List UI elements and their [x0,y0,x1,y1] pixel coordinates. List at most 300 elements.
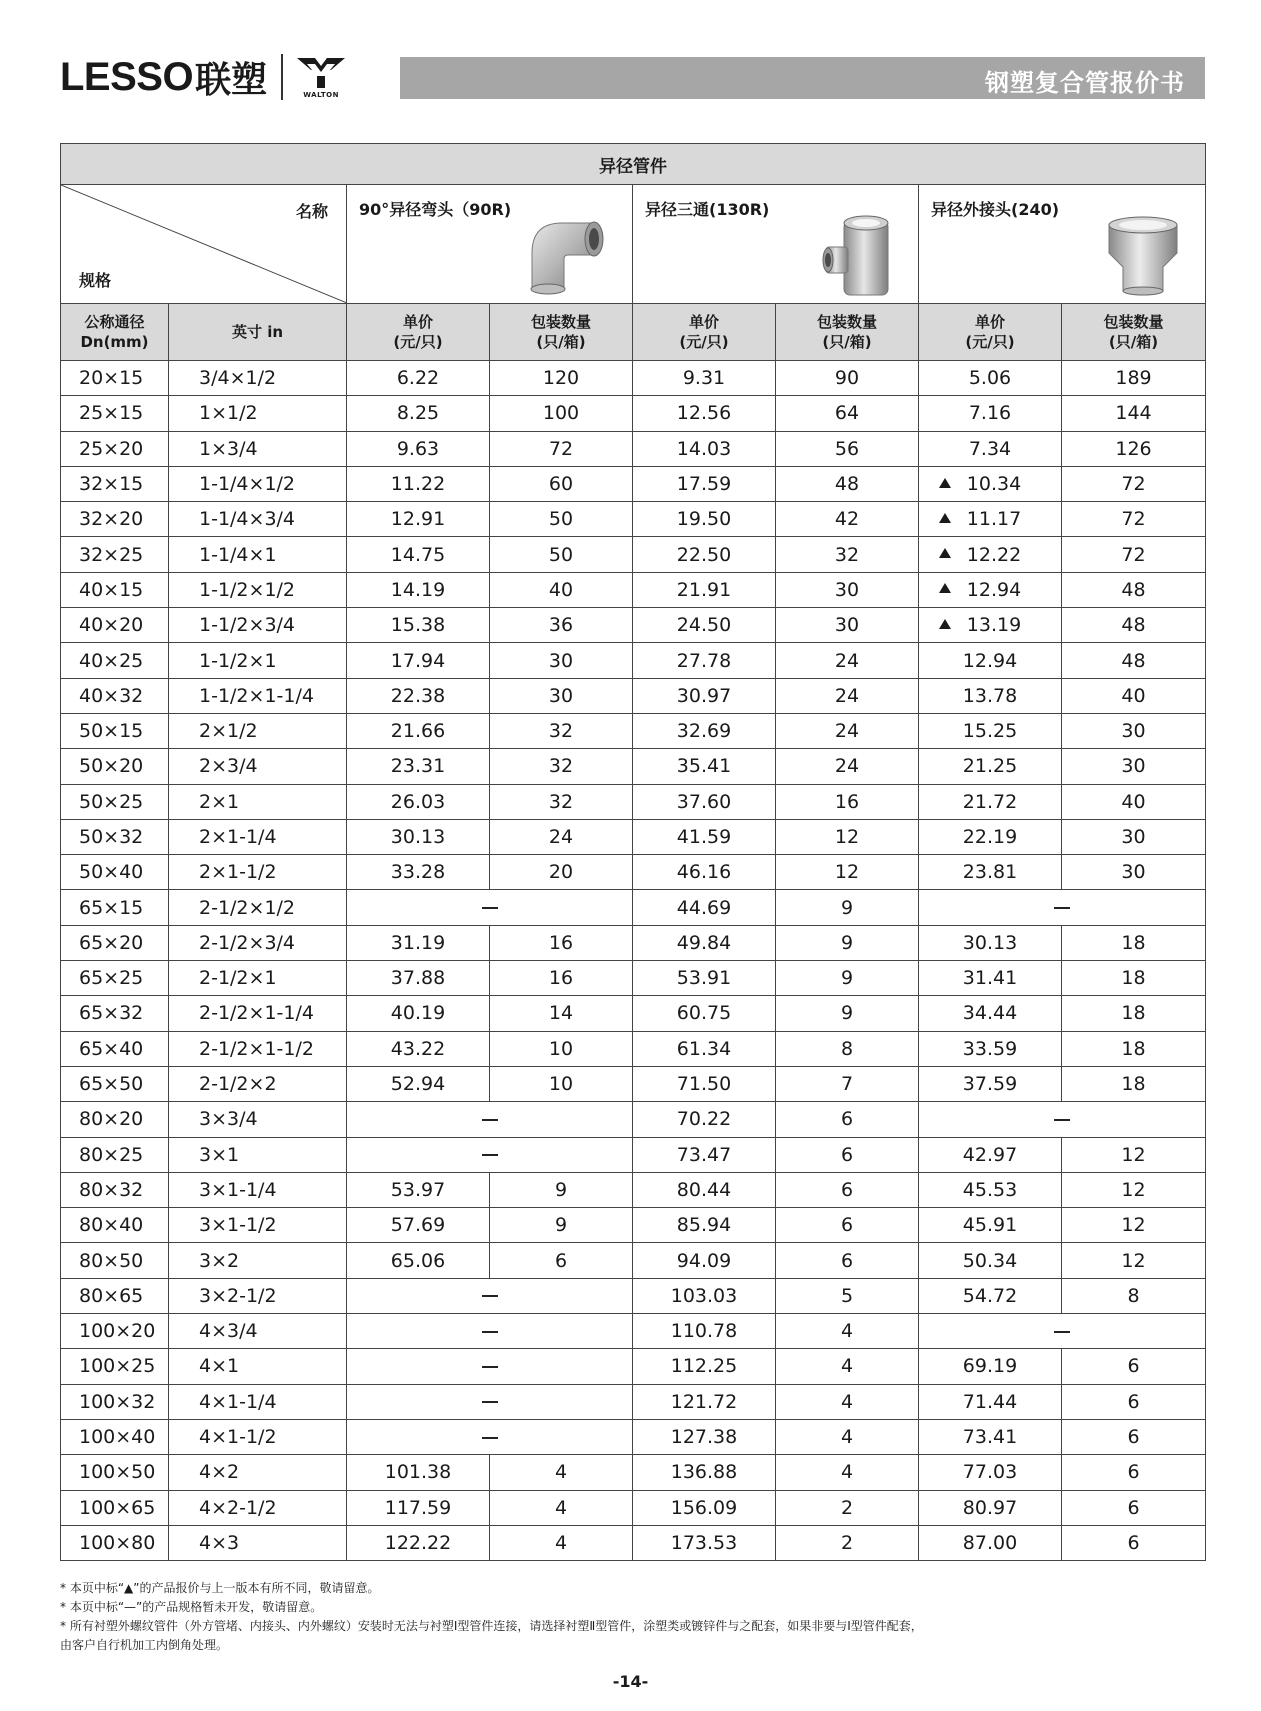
cell-qty: 30 [490,678,633,713]
cell-price: 73.47 [633,1137,776,1172]
cell-price [919,996,1062,1031]
cell-inch: 2×3/4 [169,749,347,784]
table-row [61,1455,1206,1490]
price-value: 11.17 [966,508,1022,531]
cell-qty: 42 [776,502,919,537]
cell-qty: 6 [776,1208,919,1243]
cell-qty: 4 [490,1455,633,1490]
cell-qty: 40 [1062,678,1206,713]
cell-price: 32.69 [633,713,776,748]
table-row [61,678,1206,713]
cell-qty: 16 [490,961,633,996]
price-value: 10.34 [966,473,1022,496]
cell-dn: 100×32 [61,1384,169,1419]
dash-icon [482,1119,498,1121]
cell-dn: 50×25 [61,784,169,819]
cell-price [919,466,1062,501]
cell-inch: 4×1-1/4 [169,1384,347,1419]
cell-inch: 2-1/2×3/4 [169,925,347,960]
cell-inch: 2-1/2×1-1/2 [169,1031,347,1066]
cell-dn: 100×25 [61,1349,169,1384]
cell-dn: 40×25 [61,643,169,678]
cell-price: 103.03 [633,1278,776,1313]
not-developed-cell [347,1137,633,1172]
cell-qty: 16 [490,925,633,960]
dash-icon [1054,1331,1070,1333]
not-developed-cell [347,1349,633,1384]
cell-price: 173.53 [633,1525,776,1560]
cell-inch: 3×1-1/2 [169,1208,347,1243]
dash-icon [1054,907,1070,909]
table-row [61,819,1206,854]
cell-price: 71.50 [633,1066,776,1101]
cell-qty: 100 [490,396,633,431]
cell-qty: 72 [490,431,633,466]
table-row [61,643,1206,678]
cell-price [919,749,1062,784]
price-value: 71.44 [962,1390,1018,1413]
cell-dn: 80×50 [61,1243,169,1278]
brand-cn: 联塑 [195,59,268,101]
cell-qty: 48 [1062,608,1206,643]
cell-qty: 12 [1062,1243,1206,1278]
cell-price [919,1243,1062,1278]
cell-qty: 4 [490,1490,633,1525]
cell-qty: 18 [1062,996,1206,1031]
cell-dn: 65×50 [61,1066,169,1101]
cell-qty: 7 [776,1066,919,1101]
cell-qty: 6 [1062,1384,1206,1419]
cell-price [919,1066,1062,1101]
table-row [61,1172,1206,1207]
cell-qty: 144 [1062,396,1206,431]
not-developed-cell [347,1102,633,1137]
cell-qty: 30 [776,608,919,643]
cell-price: 17.59 [633,466,776,501]
cell-price [919,608,1062,643]
cell-price: 30.13 [347,819,490,854]
cell-price: 12.56 [633,396,776,431]
cell-qty: 4 [490,1525,633,1560]
cell-qty: 9 [776,996,919,1031]
cell-inch: 4×2-1/2 [169,1490,347,1525]
cell-inch: 1-1/2×3/4 [169,608,347,643]
table-row [61,1102,1206,1137]
cell-price: 11.22 [347,466,490,501]
price-value: 33.59 [962,1037,1018,1060]
price-value: 22.19 [962,826,1018,848]
cell-qty: 18 [1062,1066,1206,1101]
product-elbow [347,185,633,304]
cell-qty: 18 [1062,1031,1206,1066]
cell-qty: 12 [1062,1137,1206,1172]
table-row [61,361,1206,396]
table-row [61,396,1206,431]
col-header-inch: 英寸 in [169,304,347,361]
dash-icon [482,1401,498,1403]
cell-price [919,925,1062,960]
walton-label: WALTON [303,90,339,99]
cell-qty: 24 [776,643,919,678]
cell-inch: 1-1/2×1-1/4 [169,678,347,713]
cell-qty: 18 [1062,925,1206,960]
dash-icon [1054,1119,1070,1121]
cell-price: 14.75 [347,537,490,572]
cell-qty: 6 [1062,1490,1206,1525]
cell-price: 37.60 [633,784,776,819]
dash-icon [482,1437,498,1439]
col-header-qty: 包装数量 (只/箱) [490,304,633,361]
dash-icon [482,907,498,909]
cell-qty: 24 [776,713,919,748]
cell-dn: 32×15 [61,466,169,501]
cell-qty: 6 [490,1243,633,1278]
cell-price: 22.50 [633,537,776,572]
cell-price: 52.94 [347,1066,490,1101]
cell-qty: 8 [1062,1278,1206,1313]
table-row [61,996,1206,1031]
table-row [61,1278,1206,1313]
cell-dn: 100×40 [61,1419,169,1454]
cell-price: 80.44 [633,1172,776,1207]
cell-inch: 2-1/2×1 [169,961,347,996]
cell-price: 41.59 [633,819,776,854]
price-value: 77.03 [962,1461,1018,1484]
cell-price [919,855,1062,890]
cell-qty: 20 [490,855,633,890]
cell-inch: 3×2 [169,1243,347,1278]
cell-price: 101.38 [347,1455,490,1490]
table-row [61,1349,1206,1384]
cell-price: 22.38 [347,678,490,713]
cell-price [919,1031,1062,1066]
cell-inch: 4×1 [169,1349,347,1384]
cell-price: 117.59 [347,1490,490,1525]
cell-inch: 1×1/2 [169,396,347,431]
cell-qty: 6 [1062,1455,1206,1490]
cell-inch: 1-1/4×1 [169,537,347,572]
cell-price: 40.19 [347,996,490,1031]
cell-dn: 50×32 [61,819,169,854]
table-row [61,1243,1206,1278]
cell-dn: 65×40 [61,1031,169,1066]
cell-dn: 50×20 [61,749,169,784]
price-value: 13.78 [962,684,1018,707]
cell-qty: 6 [1062,1525,1206,1560]
cell-dn: 50×15 [61,713,169,748]
not-developed-cell [347,1384,633,1419]
cell-dn: 80×32 [61,1172,169,1207]
cell-qty: 6 [1062,1419,1206,1454]
product-coupling [919,185,1206,304]
cell-qty: 48 [1062,572,1206,607]
spec-label: 规格 [79,271,112,290]
cell-qty: 40 [1062,784,1206,819]
price-value: 34.44 [962,1002,1018,1025]
price-value: 42.97 [962,1143,1018,1166]
cell-price: 53.91 [633,961,776,996]
cell-inch: 2-1/2×1/2 [169,890,347,925]
cell-price [919,1349,1062,1384]
cell-price: 23.31 [347,749,490,784]
cell-qty: 4 [776,1384,919,1419]
price-value: 50.34 [962,1249,1018,1272]
cell-qty: 30 [776,572,919,607]
cell-price [919,819,1062,854]
cell-inch: 1×3/4 [169,431,347,466]
walton-logo-icon [295,56,347,99]
not-developed-cell [919,1314,1206,1349]
price-value: 37.59 [962,1073,1018,1096]
table-row [61,1384,1206,1419]
cell-inch: 2×1-1/4 [169,819,347,854]
table-row [61,784,1206,819]
cell-qty: 30 [1062,713,1206,748]
table-row [61,1314,1206,1349]
col-header-price: 单价 (元/只) [919,304,1062,361]
cell-qty: 9 [776,925,919,960]
cell-price: 65.06 [347,1243,490,1278]
cell-dn: 65×20 [61,925,169,960]
cell-qty: 30 [490,643,633,678]
cell-price [919,1525,1062,1560]
cell-qty: 10 [490,1031,633,1066]
cell-qty: 90 [776,361,919,396]
cell-qty: 50 [490,502,633,537]
price-value: 45.91 [962,1214,1018,1237]
table-row [61,1031,1206,1066]
not-developed-cell [347,1314,633,1349]
cell-dn: 65×25 [61,961,169,996]
cell-price: 21.91 [633,572,776,607]
footnote: * 所有衬塑外螺纹管件（外方管堵、内接头、内外螺纹）安装时无法与衬塑Ⅰ型管件连接，请选择衬塑Ⅱ型管件，涂塑类或镀锌件与之配套，如果非要与Ⅰ型管件配套， [60,1619,923,1633]
price-value: 30.13 [962,931,1018,954]
price-value: 31.41 [962,967,1018,990]
cell-qty: 50 [490,537,633,572]
price-value: 5.06 [968,367,1012,390]
price-value: 7.16 [968,402,1012,425]
cell-inch: 1-1/2×1/2 [169,572,347,607]
cell-inch: 3×3/4 [169,1102,347,1137]
cell-inch: 1-1/2×1 [169,643,347,678]
cell-dn: 32×25 [61,537,169,572]
diagonal-header-cell [61,185,347,304]
dash-icon [482,1331,498,1333]
cell-qty: 72 [1062,466,1206,501]
cell-inch: 3×2-1/2 [169,1278,347,1313]
triangle-mark-icon [939,548,951,558]
cell-dn: 50×40 [61,855,169,890]
price-value: 69.19 [962,1355,1018,1378]
cell-inch: 3/4×1/2 [169,361,347,396]
cell-price: 27.78 [633,643,776,678]
cell-qty: 64 [776,396,919,431]
cell-qty: 12 [776,819,919,854]
cell-qty: 12 [776,855,919,890]
price-value: 21.25 [962,755,1018,778]
cell-dn: 80×25 [61,1137,169,1172]
cell-price [919,1137,1062,1172]
cell-dn: 25×15 [61,396,169,431]
cell-inch: 4×1-1/2 [169,1419,347,1454]
page-number: -14- [612,1672,649,1691]
cell-qty: 12 [1062,1208,1206,1243]
cell-price: 26.03 [347,784,490,819]
cell-price: 127.38 [633,1419,776,1454]
cell-inch: 1-1/4×1/2 [169,466,347,501]
footnotes [60,1579,923,1655]
cell-qty: 24 [776,678,919,713]
cell-price: 70.22 [633,1102,776,1137]
cell-inch: 4×2 [169,1455,347,1490]
cell-dn: 20×15 [61,361,169,396]
cell-qty: 6 [776,1243,919,1278]
brand-separator [281,54,283,100]
product-name: 异径外接头(240) [931,200,1060,219]
cell-dn: 40×20 [61,608,169,643]
product-name: 异径三通(130R) [645,200,770,219]
price-value: 87.00 [962,1531,1018,1554]
cell-qty: 32 [490,784,633,819]
cell-inch: 2-1/2×1-1/4 [169,996,347,1031]
cell-price [919,713,1062,748]
elbow-fitting-icon [522,213,610,295]
cell-inch: 2×1 [169,784,347,819]
cell-qty: 24 [490,819,633,854]
cell-inch: 4×3 [169,1525,347,1560]
cell-price: 12.91 [347,502,490,537]
cell-price: 9.31 [633,361,776,396]
table-row [61,1066,1206,1101]
cell-price: 37.88 [347,961,490,996]
dash-icon [482,1295,498,1297]
cell-price: 44.69 [633,890,776,925]
cell-qty: 6 [776,1137,919,1172]
brand-logo [60,52,347,102]
tee-fitting-icon [820,213,896,299]
cell-price: 43.22 [347,1031,490,1066]
cell-qty: 6 [776,1102,919,1137]
cell-qty: 9 [776,961,919,996]
table-row [61,1525,1206,1560]
col-header-price: 单价 (元/只) [347,304,490,361]
price-value: 45.53 [962,1178,1018,1201]
cell-price [919,678,1062,713]
cell-qty: 56 [776,431,919,466]
cell-price: 17.94 [347,643,490,678]
cell-price [919,784,1062,819]
product-tee [633,185,919,304]
cell-price [919,1384,1062,1419]
price-value: 21.72 [962,790,1018,813]
cell-qty: 32 [776,537,919,572]
cell-inch: 3×1 [169,1137,347,1172]
col-header-price: 单价 (元/只) [633,304,776,361]
cell-price: 110.78 [633,1314,776,1349]
cell-qty: 4 [776,1455,919,1490]
price-value: 80.97 [962,1496,1018,1519]
cell-price [919,502,1062,537]
cell-qty: 48 [1062,643,1206,678]
cell-dn: 80×20 [61,1102,169,1137]
cell-price: 14.19 [347,572,490,607]
table-body [61,361,1206,1561]
cell-qty: 4 [776,1419,919,1454]
cell-qty: 5 [776,1278,919,1313]
cell-price: 6.22 [347,361,490,396]
cell-price: 33.28 [347,855,490,890]
table-row [61,466,1206,501]
cell-qty: 36 [490,608,633,643]
footnote: * 本页中标“—”的产品规格暂未开发，敬请留意。 [60,1600,323,1614]
not-developed-cell [919,890,1206,925]
dash-icon [482,1154,498,1156]
table-row [61,1137,1206,1172]
name-label: 名称 [295,202,328,221]
cell-dn: 40×32 [61,678,169,713]
cell-qty: 30 [1062,855,1206,890]
cell-qty: 2 [776,1525,919,1560]
cell-qty: 9 [776,890,919,925]
cell-price [919,1419,1062,1454]
cell-price [919,1172,1062,1207]
cell-price: 46.16 [633,855,776,890]
not-developed-cell [347,1419,633,1454]
cell-qty: 6 [1062,1349,1206,1384]
cell-qty: 72 [1062,502,1206,537]
cell-dn: 80×65 [61,1278,169,1313]
table-row [61,713,1206,748]
col-header-qty: 包装数量 (只/箱) [776,304,919,361]
cell-qty: 9 [490,1208,633,1243]
price-value: 12.94 [966,578,1022,601]
brand-latin: LESSO [60,54,194,99]
table-row [61,855,1206,890]
price-value: 54.72 [962,1284,1018,1307]
cell-price: 53.97 [347,1172,490,1207]
table-row [61,1208,1206,1243]
cell-qty: 120 [490,361,633,396]
not-developed-cell [347,890,633,925]
cell-qty: 10 [490,1066,633,1101]
cell-dn: 100×80 [61,1525,169,1560]
cell-price: 8.25 [347,396,490,431]
cell-qty: 16 [776,784,919,819]
cell-price: 31.19 [347,925,490,960]
table-row [61,1419,1206,1454]
cell-price [919,537,1062,572]
cell-price [919,572,1062,607]
cell-inch: 2×1/2 [169,713,347,748]
col-header-qty: 包装数量 (只/箱) [1062,304,1206,361]
cell-inch: 3×1-1/4 [169,1172,347,1207]
cell-price: 19.50 [633,502,776,537]
table-row [61,572,1206,607]
cell-price: 94.09 [633,1243,776,1278]
table-row [61,925,1206,960]
cell-qty: 6 [776,1172,919,1207]
triangle-mark-icon [939,513,951,523]
cell-dn: 100×20 [61,1314,169,1349]
cell-price: 136.88 [633,1455,776,1490]
not-developed-cell [347,1278,633,1313]
cell-price: 9.63 [347,431,490,466]
table-row [61,961,1206,996]
title-bar [400,57,1205,99]
cell-qty: 32 [490,749,633,784]
cell-qty: 60 [490,466,633,501]
price-value: 15.25 [962,720,1018,743]
